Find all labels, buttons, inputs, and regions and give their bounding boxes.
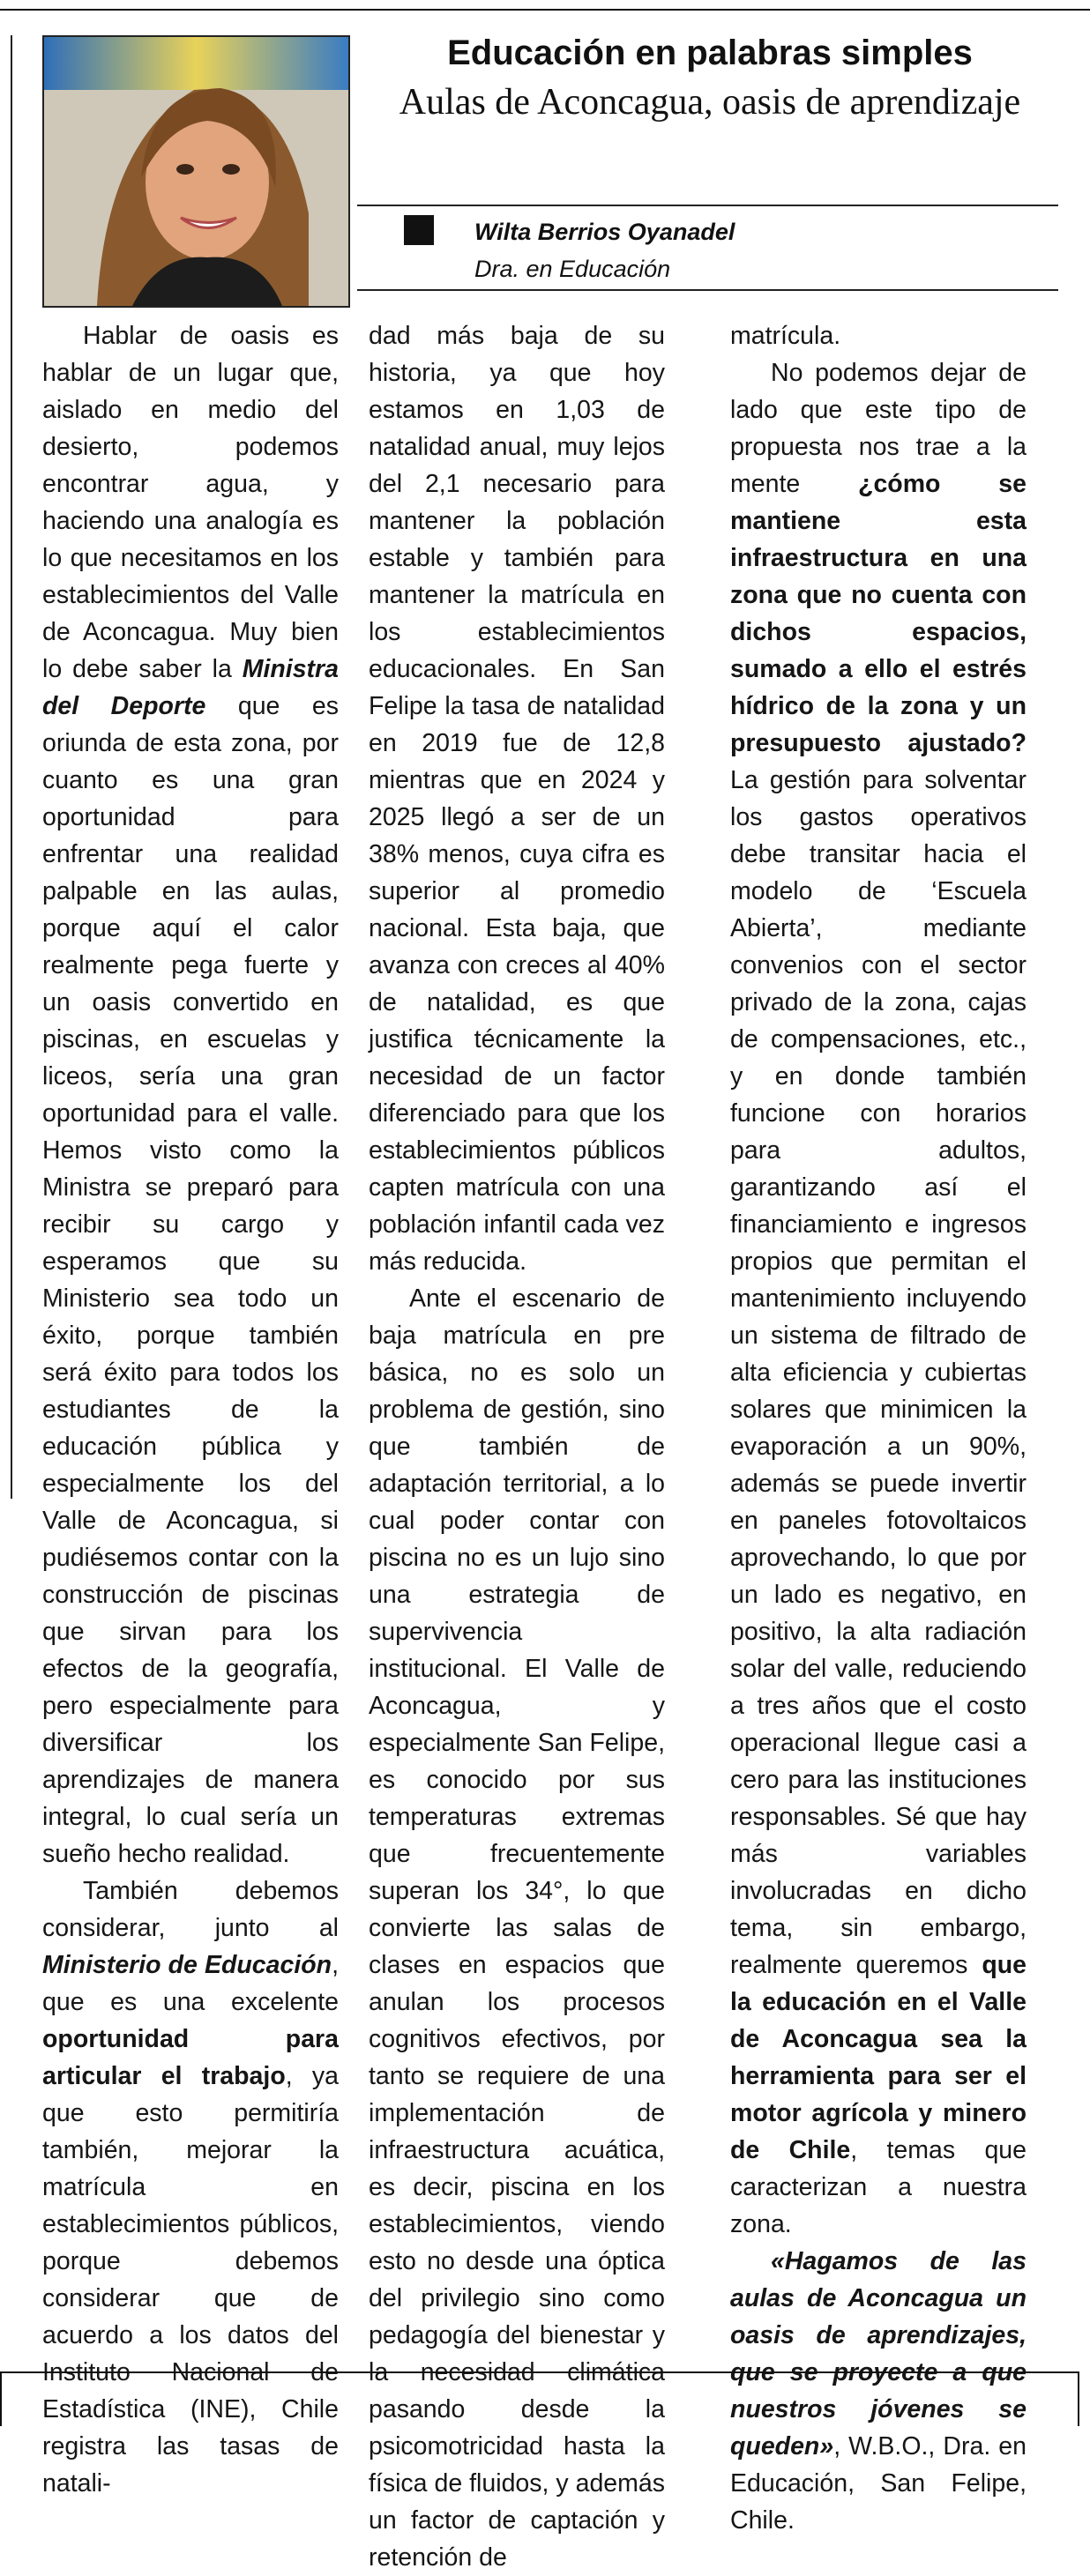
paragraph: No podemos dejar de lado que este tipo de propuesta nos trae a la mente ¿cómo se mantiene esta infraestructura en una zona que no cuenta con dichos espacios, sumado a ello el estrés hídrico de la zona y un presupuesto ajustado? La gestión para solventar los gastos operativos debe transitar hacia el modelo de ‘Escuela Abierta’, mediante convenios con el sector privado de la zona, cajas de compensaciones, etc., y en donde también funcione con horarios para adultos, garantizando así el financiamiento e ingresos propios que permitan el mantenimiento incluyendo un sistema de filtrado de alta eficiencia y cubiertas solares que minimicen la evaporación a un 90%, además se puede invertir en paneles fotovoltaicos aprovechando, lo que por un lado es negativo, en positivo, la alta radiación solar del valle, reduciendo a tres años que el costo operacional llegue casi a cero para las instituciones responsables. Sé que hay más variables involucradas en dicho tema, sin embargo, realmente queremos que la educación en el Valle de Aconcagua sea la herramienta para ser el motor agrícola y minero de Chile, temas que caracterizan a nuestra zona.: [730, 359, 1027, 2238]
section-title: Educación en palabras simples: [447, 34, 973, 72]
byline-role: Dra. en Educación: [474, 256, 671, 282]
headline-rule: [357, 205, 1058, 206]
article-column-3: [730, 317, 1027, 2539]
author-portrait-icon: [44, 37, 348, 306]
paragraph: matrícula.: [730, 322, 841, 350]
article-column-1: [42, 317, 339, 2502]
article-headline: Aulas de Aconcagua, oasis de aprendizaje: [399, 82, 1021, 123]
paragraph: Hablar de oasis es hablar de un lugar que, aislado en medio del desierto, podemos encontrar agua, y haciendo una analogía es lo que necesitamos en los establecimientos del Valle de Aconcagua. Muy bien lo debe saber la Ministra del Deporte que es oriunda de esta zona, por cuanto es una gran oportunidad para enfrentar una realidad palpable en las aulas, porque aquí el calor realmente pega fuerte y un oasis convertido en piscinas, en escuelas y liceos, sería una gran oportunidad para el valle. Hemos visto como la Ministra se preparó para recibir su cargo y esperamos que su Ministerio sea todo un éxito, porque también será éxito para todos los estudiantes de la educación pública y especialmente los del Valle de Aconcagua, si pudiésemos contar con la construcción de piscinas que sirvan para los efectos de la geografía, pero especialmente para diversificar los aprendizajes de manera integral, lo cual sería un sueño hecho realidad.: [42, 322, 339, 1868]
paragraph: Ante el escenario de baja matrícula en pre básica, no es solo un problema de gestión, sino que también de adaptación territorial, a lo cual poder contar con piscina no es un lujo sino una estrategia de supervivencia institucional. El Valle de Aconcagua, y especialmente San Felipe, es conocido por sus temperaturas extremas que frecuentemente superan los 34°, lo que convierte las salas de clases en espacios que anulan los procesos cognitivos efectivos, por tanto se requiere de una implementación de infraestructura acuática, es decir, piscina en los establecimientos, viendo esto no desde una óptica del privilegio sino como pedagogía del bienestar y la necesidad climática pasando desde la psicomotricidad hasta la física de fluidos, y además un factor de captación y retención de: [369, 1284, 665, 2572]
paragraph: dad más baja de su historia, ya que hoy estamos en 1,03 de natalidad anual, muy lejos del 2,1 necesario para mantener la población estable y también para mantener la matrícula en los establecimientos educacionales. En San Felipe la tasa de natalidad en 2019 fue de 12,8 mientras que en 2024 y 2025 llegó a ser de un 38% menos, cuya cifra es superior al promedio nacional. Esta baja, que avanza con creces al 40% de natalidad, es que justifica técnicamente la necesidad de un factor diferenciado para que los establecimientos públicos capten matrícula con una población infantil cada vez más reducida.: [369, 322, 665, 1276]
article-column-2: [369, 317, 665, 2576]
paragraph: También debemos considerar, junto al Ministerio de Educación, que es una excelente oportunidad para articular el trabajo, ya que esto permitiría también, mejorar la matrícula en establecimientos públicos, porque debemos considerar que de acuerdo a los datos del Instituto Nacional de Estadística (INE), Chile registra las tasas de natali-: [42, 1877, 340, 2498]
author-photo: [42, 35, 350, 308]
top-rule: [0, 9, 1090, 11]
byline-square-icon: [404, 215, 434, 245]
byline-author: Wilta Berrios Oyanadel: [474, 219, 735, 245]
next-article-frame: [0, 2371, 1079, 2426]
left-column-rule: [11, 35, 12, 1499]
closing-quote: «Hagamos de las aulas de Aconcagua un oasis de aprendizajes, que se proyecte a que nuestros jóvenes se queden», W.B.O., Dra. en Educación, San Felipe, Chile.: [730, 2247, 1027, 2535]
byline-rule: [357, 289, 1058, 291]
